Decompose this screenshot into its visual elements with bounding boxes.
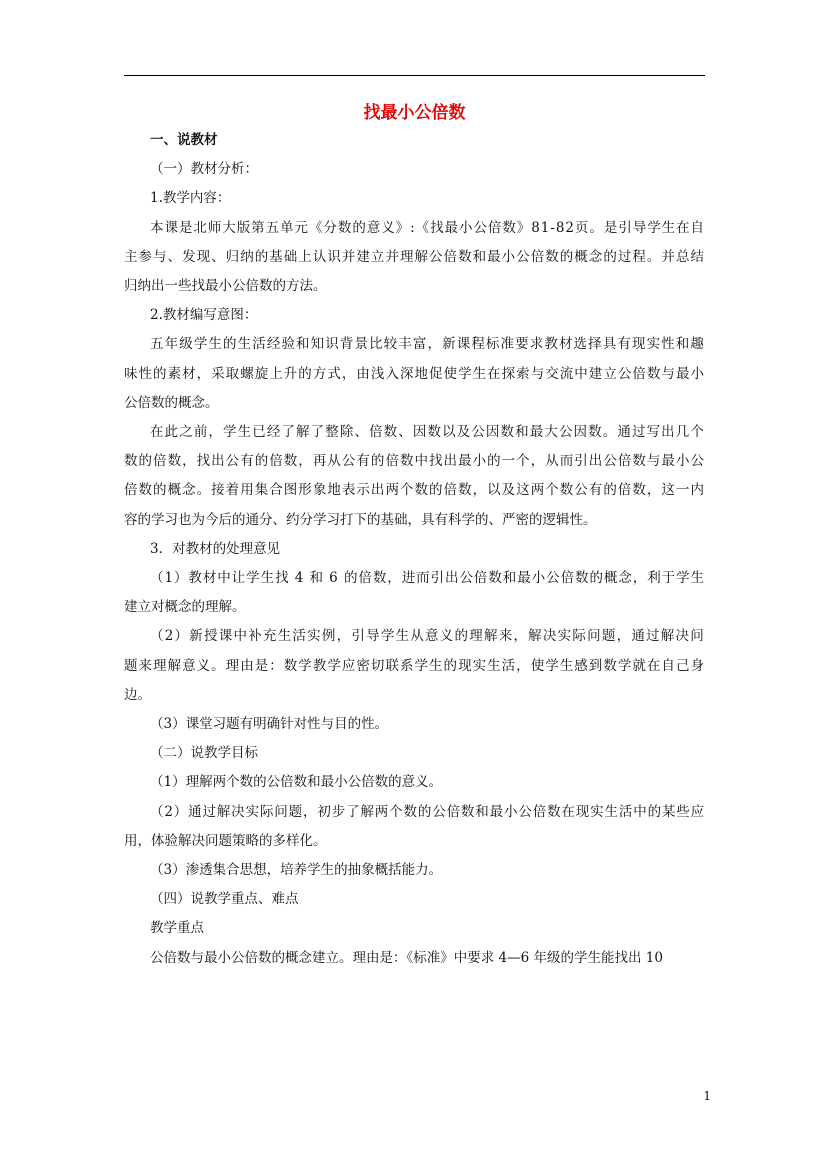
paragraph <box>124 944 705 973</box>
paragraph <box>124 155 705 184</box>
text-line: 主参与、发现、归纳的基础上认识并建立并理解公倍数和最小公倍数的概念的过程。并总结 <box>124 248 705 265</box>
paragraph <box>124 768 705 797</box>
page-number: 1 <box>703 1089 711 1103</box>
paragraph <box>124 739 705 768</box>
document-body <box>124 126 705 973</box>
text-line: 归纳出一些找最小公倍数的方法。 <box>124 278 327 295</box>
text-line: （1）教材中让学生找 4 和 6 的倍数，进而引出公倍数和最小公倍数的概念，利于学生 <box>150 570 705 587</box>
paragraph <box>124 622 705 710</box>
text-line: 边。 <box>124 686 151 703</box>
text-line: 建立对概念的理解。 <box>124 599 246 616</box>
paragraph <box>124 301 705 330</box>
text-line: 容的学习也为今后的通分、约分学习打下的基础，具有科学的、严密的逻辑性。 <box>124 511 597 528</box>
text-line: 在此之前，学生已经了解了整除、倍数、因数以及公因数和最大公因数。通过写出几个 <box>150 424 705 441</box>
paragraph <box>124 710 705 739</box>
text-line: 题来理解意义。理由是：数学教学应密切联系学生的现实生活，使学生感到数学就在自己身 <box>124 657 705 674</box>
text-line: 数的倍数，找出公有的倍数，再从公有的倍数中找出最小的一个，从而引出公倍数与最小公 <box>124 453 705 470</box>
paragraph <box>124 418 705 535</box>
text-line: （2）新授课中补充生活实例，引导学生从意义的理解来，解决实际问题，通过解决问 <box>150 628 705 645</box>
text-line: 公倍数的概念。 <box>124 394 219 411</box>
text-line: （四）说教学重点、难点 <box>150 891 299 908</box>
text-line: 一、说教材 <box>150 132 218 148</box>
paragraph <box>124 214 705 302</box>
text-line: 用，体验解决问题策略的多样化。 <box>124 832 327 849</box>
text-line: （3）渗透集合思想，培养学生的抽象概括能力。 <box>150 862 443 879</box>
text-line: 本课是北师大版第五单元《分数的意义》:《找最小公倍数》81-82页。是引导学生在自 <box>150 219 705 236</box>
text-line: 五年级学生的生活经验和知识背景比较丰富，新课程标准要求教材选择具有现实性和趣 <box>150 336 705 353</box>
text-line: 2.教材编写意图： <box>150 307 258 324</box>
paragraph <box>124 564 705 622</box>
paragraph <box>124 914 705 943</box>
paragraph <box>124 885 705 914</box>
text-line: （2）通过解决实际问题，初步了解两个数的公倍数和最小公倍数在现实生活中的某些应 <box>150 803 705 820</box>
text-line: （1）理解两个数的公倍数和最小公倍数的意义。 <box>150 774 443 791</box>
paragraph <box>124 330 705 418</box>
text-line: 公倍数与最小公倍数的概念建立。理由是：《标准》中要求 4—6 年级的学生能找出 10 <box>150 949 663 966</box>
paragraph <box>124 798 705 856</box>
text-line: 教学重点 <box>150 920 204 937</box>
text-line: （3）课堂习题有明确针对性与目的性。 <box>150 716 389 733</box>
text-line: 1.教学内容： <box>150 190 231 207</box>
paragraph <box>124 184 705 213</box>
document-title: 找最小公倍数 <box>363 103 466 123</box>
section-heading <box>124 126 705 155</box>
text-line: 味性的素材，采取螺旋上升的方式，由浅入深地促使学生在探索与交流中建立公倍数与最小 <box>124 365 705 382</box>
header-rule <box>124 75 705 76</box>
text-line: 倍数的概念。接着用集合图形象地表示出两个数的倍数，以及这两个数公有的倍数，这一内 <box>124 482 705 499</box>
text-line: （二）说教学目标 <box>150 745 258 762</box>
paragraph <box>124 856 705 885</box>
text-line: （一）教材分析： <box>150 161 258 178</box>
text-line: 3．对教材的处理意见 <box>150 540 281 557</box>
paragraph <box>124 535 705 564</box>
